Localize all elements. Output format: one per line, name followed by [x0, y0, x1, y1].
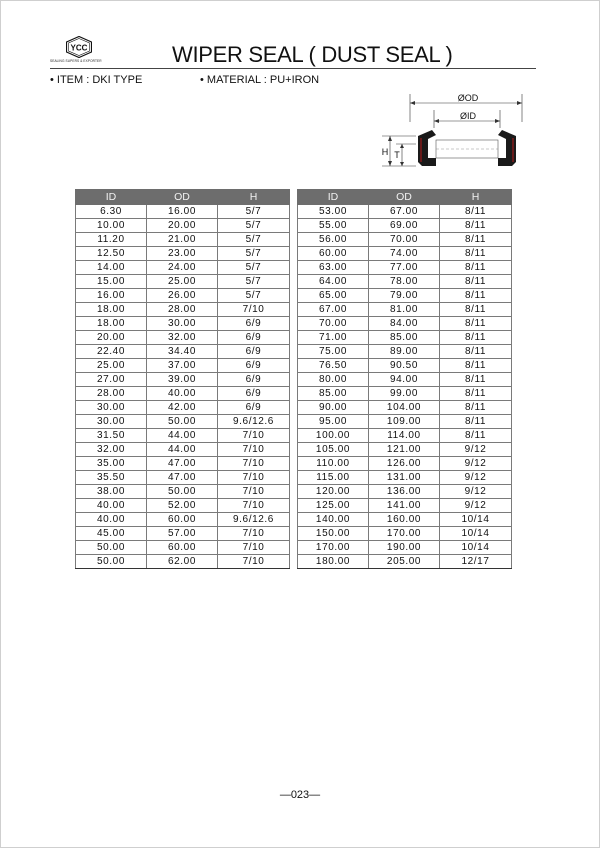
- cell-od: 23.00: [147, 247, 218, 261]
- cell-h: 7/10: [218, 429, 290, 443]
- od-label: ØOD: [457, 93, 479, 103]
- table-row: [76, 457, 290, 471]
- cell-h: 8/11: [440, 345, 512, 359]
- cell-h: 6/9: [218, 373, 290, 387]
- cell-h: 12/17: [440, 555, 512, 569]
- table-row: [76, 289, 290, 303]
- cell-od: 21.00: [147, 233, 218, 247]
- table-row: [298, 541, 512, 555]
- cell-od: 16.00: [147, 205, 218, 219]
- table-row: [298, 331, 512, 345]
- cell-id: 105.00: [298, 443, 369, 457]
- cell-id: 63.00: [298, 261, 369, 275]
- cell-od: 40.00: [147, 387, 218, 401]
- cell-h: 8/11: [440, 233, 512, 247]
- cell-od: 205.00: [369, 555, 440, 569]
- cell-od: 28.00: [147, 303, 218, 317]
- cell-od: 114.00: [369, 429, 440, 443]
- cell-od: 136.00: [369, 485, 440, 499]
- table-row: [298, 205, 512, 219]
- cell-od: 24.00: [147, 261, 218, 275]
- table-row: [298, 233, 512, 247]
- cell-od: 190.00: [369, 541, 440, 555]
- cell-od: 50.00: [147, 485, 218, 499]
- cell-id: 30.00: [76, 415, 147, 429]
- cell-h: 8/11: [440, 401, 512, 415]
- table-row: [76, 373, 290, 387]
- cell-h: 7/10: [218, 443, 290, 457]
- cell-h: 8/11: [440, 429, 512, 443]
- cell-id: 18.00: [76, 303, 147, 317]
- table-header-row: [298, 190, 512, 205]
- column-header-od: OD: [369, 190, 440, 205]
- cell-od: 85.00: [369, 331, 440, 345]
- cell-id: 14.00: [76, 261, 147, 275]
- cell-h: 6/9: [218, 345, 290, 359]
- cell-od: 60.00: [147, 513, 218, 527]
- cell-od: 47.00: [147, 471, 218, 485]
- cell-id: 28.00: [76, 387, 147, 401]
- table-row: [298, 359, 512, 373]
- table-row: [298, 289, 512, 303]
- cell-od: 109.00: [369, 415, 440, 429]
- table-row: [298, 513, 512, 527]
- cell-id: 31.50: [76, 429, 147, 443]
- cell-id: 16.00: [76, 289, 147, 303]
- cell-id: 12.50: [76, 247, 147, 261]
- cell-od: 32.00: [147, 331, 218, 345]
- cell-h: 8/11: [440, 359, 512, 373]
- cell-h: 8/11: [440, 219, 512, 233]
- table-row: [298, 457, 512, 471]
- cell-id: 38.00: [76, 485, 147, 499]
- cell-h: 9/12: [440, 499, 512, 513]
- cell-id: 22.40: [76, 345, 147, 359]
- table-row: [76, 415, 290, 429]
- cell-id: 64.00: [298, 275, 369, 289]
- logo-text: YCC: [70, 43, 88, 53]
- cell-h: 7/10: [218, 485, 290, 499]
- table-row: [298, 345, 512, 359]
- cell-id: 80.00: [298, 373, 369, 387]
- cell-id: 140.00: [298, 513, 369, 527]
- cell-id: 110.00: [298, 457, 369, 471]
- cell-id: 15.00: [76, 275, 147, 289]
- material-spec: • MATERIAL : PU+IRON: [200, 74, 320, 86]
- cell-od: 69.00: [369, 219, 440, 233]
- item-type: • ITEM : DKI TYPE: [50, 74, 143, 86]
- cell-h: 7/10: [218, 555, 290, 569]
- cell-id: 30.00: [76, 401, 147, 415]
- table-row: [76, 499, 290, 513]
- cell-id: 100.00: [298, 429, 369, 443]
- table-row: [298, 415, 512, 429]
- cell-od: 30.00: [147, 317, 218, 331]
- cell-id: 35.50: [76, 471, 147, 485]
- cell-h: 5/7: [218, 261, 290, 275]
- cell-h: 8/11: [440, 275, 512, 289]
- cell-h: 6/9: [218, 401, 290, 415]
- cell-od: 57.00: [147, 527, 218, 541]
- cell-id: 10.00: [76, 219, 147, 233]
- cell-od: 160.00: [369, 513, 440, 527]
- seal-cross-section-drawing: [372, 92, 532, 178]
- size-table-right: [297, 189, 512, 569]
- cell-h: 8/11: [440, 415, 512, 429]
- cell-od: 78.00: [369, 275, 440, 289]
- cell-od: 90.50: [369, 359, 440, 373]
- table-row: [298, 373, 512, 387]
- cell-id: 76.50: [298, 359, 369, 373]
- table-row: [298, 527, 512, 541]
- cell-od: 84.00: [369, 317, 440, 331]
- cell-h: 7/10: [218, 541, 290, 555]
- page-number: —023—: [279, 789, 321, 801]
- cell-od: 44.00: [147, 443, 218, 457]
- cell-od: 131.00: [369, 471, 440, 485]
- cell-h: 9/12: [440, 485, 512, 499]
- cell-od: 39.00: [147, 373, 218, 387]
- cell-id: 95.00: [298, 415, 369, 429]
- cell-id: 55.00: [298, 219, 369, 233]
- cell-id: 60.00: [298, 247, 369, 261]
- cell-h: 9.6/12.6: [218, 513, 290, 527]
- cell-od: 42.00: [147, 401, 218, 415]
- cell-h: 6/9: [218, 331, 290, 345]
- cell-od: 89.00: [369, 345, 440, 359]
- cell-id: 40.00: [76, 513, 147, 527]
- table-row: [76, 429, 290, 443]
- table-row: [76, 387, 290, 401]
- cell-id: 50.00: [76, 541, 147, 555]
- cell-h: 8/11: [440, 373, 512, 387]
- cell-h: 5/7: [218, 275, 290, 289]
- cell-h: 7/10: [218, 471, 290, 485]
- cell-id: 56.00: [298, 233, 369, 247]
- cell-h: 7/10: [218, 303, 290, 317]
- table-row: [298, 471, 512, 485]
- column-header-h: H: [218, 190, 290, 205]
- cell-id: 50.00: [76, 555, 147, 569]
- cell-id: 70.00: [298, 317, 369, 331]
- cell-h: 5/7: [218, 247, 290, 261]
- h-label: H: [381, 147, 389, 157]
- cell-id: 18.00: [76, 317, 147, 331]
- cell-h: 6/9: [218, 387, 290, 401]
- table-row: [298, 317, 512, 331]
- cell-h: 9/12: [440, 457, 512, 471]
- cell-h: 5/7: [218, 205, 290, 219]
- cell-id: 125.00: [298, 499, 369, 513]
- cell-id: 90.00: [298, 401, 369, 415]
- cell-od: 26.00: [147, 289, 218, 303]
- page-title: WIPER SEAL ( DUST SEAL ): [172, 42, 453, 67]
- table-row: [298, 401, 512, 415]
- cell-h: 5/7: [218, 289, 290, 303]
- cell-id: 20.00: [76, 331, 147, 345]
- title-rule: [50, 68, 536, 69]
- cell-od: 99.00: [369, 387, 440, 401]
- cell-id: 40.00: [76, 499, 147, 513]
- cell-h: 7/10: [218, 457, 290, 471]
- id-label: ØID: [459, 111, 477, 121]
- cell-od: 62.00: [147, 555, 218, 569]
- cell-id: 45.00: [76, 527, 147, 541]
- cell-od: 44.00: [147, 429, 218, 443]
- cell-od: 81.00: [369, 303, 440, 317]
- cell-h: 6/9: [218, 359, 290, 373]
- cell-id: 53.00: [298, 205, 369, 219]
- table-row: [298, 219, 512, 233]
- cell-h: 8/11: [440, 247, 512, 261]
- cell-h: 8/11: [440, 387, 512, 401]
- table-row: [298, 443, 512, 457]
- table-row: [76, 345, 290, 359]
- table-row: [298, 485, 512, 499]
- cell-od: 141.00: [369, 499, 440, 513]
- cell-id: 180.00: [298, 555, 369, 569]
- table-row: [76, 303, 290, 317]
- table-row: [76, 247, 290, 261]
- table-row: [76, 317, 290, 331]
- cell-od: 170.00: [369, 527, 440, 541]
- table-row: [76, 527, 290, 541]
- cell-od: 25.00: [147, 275, 218, 289]
- cell-h: 8/11: [440, 289, 512, 303]
- table-row: [298, 387, 512, 401]
- cell-h: 10/14: [440, 513, 512, 527]
- cell-id: 170.00: [298, 541, 369, 555]
- logo-emblem-icon: [66, 36, 92, 58]
- t-label: T: [394, 150, 400, 160]
- cell-od: 121.00: [369, 443, 440, 457]
- cell-od: 104.00: [369, 401, 440, 415]
- cell-h: 9.6/12.6: [218, 415, 290, 429]
- table-row: [76, 233, 290, 247]
- cell-id: 11.20: [76, 233, 147, 247]
- cell-od: 37.00: [147, 359, 218, 373]
- cell-id: 85.00: [298, 387, 369, 401]
- cell-id: 25.00: [76, 359, 147, 373]
- cell-id: 32.00: [76, 443, 147, 457]
- cell-od: 79.00: [369, 289, 440, 303]
- cell-h: 8/11: [440, 205, 512, 219]
- cell-od: 126.00: [369, 457, 440, 471]
- cell-od: 74.00: [369, 247, 440, 261]
- table-row: [298, 499, 512, 513]
- table-row: [298, 247, 512, 261]
- table-row: [76, 513, 290, 527]
- cell-h: 6/9: [218, 317, 290, 331]
- cell-h: 8/11: [440, 303, 512, 317]
- table-header-row: [76, 190, 290, 205]
- cell-od: 20.00: [147, 219, 218, 233]
- cell-id: 6.30: [76, 205, 147, 219]
- cell-h: 5/7: [218, 219, 290, 233]
- cell-h: 8/11: [440, 331, 512, 345]
- cell-od: 94.00: [369, 373, 440, 387]
- table-row: [76, 485, 290, 499]
- column-header-id: ID: [298, 190, 369, 205]
- table-row: [76, 359, 290, 373]
- cell-id: 150.00: [298, 527, 369, 541]
- cell-od: 70.00: [369, 233, 440, 247]
- cell-id: 65.00: [298, 289, 369, 303]
- cell-id: 71.00: [298, 331, 369, 345]
- cell-od: 50.00: [147, 415, 218, 429]
- cell-h: 7/10: [218, 499, 290, 513]
- cell-od: 60.00: [147, 541, 218, 555]
- cell-od: 52.00: [147, 499, 218, 513]
- cell-id: 27.00: [76, 373, 147, 387]
- table-row: [298, 429, 512, 443]
- company-logo: [50, 36, 122, 68]
- table-row: [76, 219, 290, 233]
- cell-id: 35.00: [76, 457, 147, 471]
- table-row: [76, 261, 290, 275]
- cell-h: 8/11: [440, 261, 512, 275]
- cell-h: 7/10: [218, 527, 290, 541]
- table-row: [298, 303, 512, 317]
- table-row: [76, 205, 290, 219]
- cell-od: 34.40: [147, 345, 218, 359]
- cell-h: 9/12: [440, 471, 512, 485]
- cell-h: 8/11: [440, 317, 512, 331]
- cell-od: 47.00: [147, 457, 218, 471]
- column-header-h: H: [440, 190, 512, 205]
- cell-id: 67.00: [298, 303, 369, 317]
- table-row: [76, 541, 290, 555]
- cell-od: 77.00: [369, 261, 440, 275]
- cell-h: 9/12: [440, 443, 512, 457]
- cell-id: 75.00: [298, 345, 369, 359]
- table-row: [298, 261, 512, 275]
- table-row: [76, 471, 290, 485]
- table-row: [76, 443, 290, 457]
- table-row: [76, 331, 290, 345]
- table-row: [298, 555, 512, 569]
- column-header-od: OD: [147, 190, 218, 205]
- cell-id: 120.00: [298, 485, 369, 499]
- cell-od: 67.00: [369, 205, 440, 219]
- table-row: [298, 275, 512, 289]
- column-header-id: ID: [76, 190, 147, 205]
- size-table-left: [75, 189, 290, 569]
- cell-h: 10/14: [440, 541, 512, 555]
- table-row: [76, 555, 290, 569]
- cell-h: 10/14: [440, 527, 512, 541]
- table-row: [76, 275, 290, 289]
- cell-h: 5/7: [218, 233, 290, 247]
- cell-id: 115.00: [298, 471, 369, 485]
- table-row: [76, 401, 290, 415]
- logo-subtext: SEALING SUPERS & EXPORTER: [50, 59, 102, 63]
